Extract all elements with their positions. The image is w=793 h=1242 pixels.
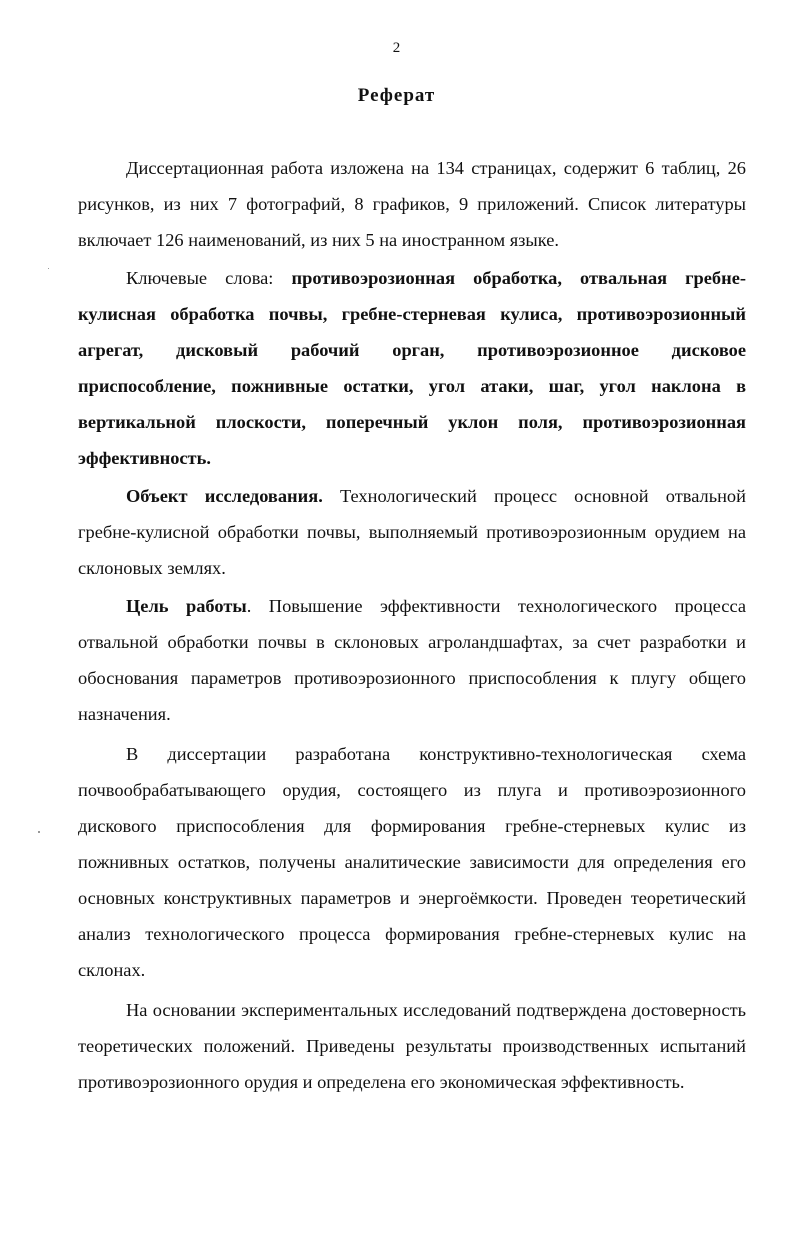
paragraph-keywords	[78, 260, 746, 476]
scan-speck	[48, 268, 49, 269]
paragraph-object	[78, 478, 746, 586]
goal-label: Цель работы	[126, 596, 247, 616]
paragraph-conclusion: На основании экспериментальных исследований подтверждена достоверность теоретических положений. Приведены результаты производственных испытаний противоэрозионного орудия и определена его экономическая эффективность.	[78, 1000, 746, 1092]
goal-text: . Повышение эффективности технологического процесса отвальной обработки почвы в склоновых агроландшафтах, за счет разработки и обоснования параметров противоэрозионного приспособления к плугу общего назначения.	[78, 596, 746, 724]
paragraph-results: В диссертации разработана конструктивно-технологическая схема почвообрабатывающего орудия, состоящего из плуга и противоэрозионного дискового приспособления для формирования гребне-стерневых кулис из пожнивных остатков, получены аналитические зависимости для определения его основных конструктивных параметров и энергоёмкости. Проведен теоретический анализ технологического процесса формирования гребне-стерневых кулис на склонах.	[78, 744, 746, 980]
abstract-body	[78, 150, 746, 1100]
paragraph-goal	[78, 588, 746, 732]
page-number: 2	[392, 40, 401, 56]
object-label: Объект исследования.	[126, 486, 323, 506]
paragraph-volume: Диссертационная работа изложена на 134 страницах, содержит 6 таблиц, 26 рисунков, из них 7 фотографий, 8 графиков, 9 приложений. Список литературы включает 126 наименований, из них 5 на иностранном языке.	[78, 158, 746, 250]
keywords-list: противоэрозионная обработка, отвальная гребне-кулисная обработка почвы, гребне-стерневая кулиса, противоэрозионный агрегат, дисковый рабочий орган, противоэрозионное дисковое приспособление, пожнивные остатки, угол атаки, шаг, угол наклона в вертикальной плоскости, поперечный уклон поля, противоэрозионная эффективность.	[78, 268, 746, 468]
scan-speck	[38, 831, 40, 833]
object-text: Технологический процесс основной отвальной гребне-кулисной обработки почвы, выполняемый противоэрозионным орудием на склоновых землях.	[78, 486, 746, 578]
page-title: Реферат	[357, 85, 436, 106]
keywords-label: Ключевые слова:	[126, 268, 292, 288]
